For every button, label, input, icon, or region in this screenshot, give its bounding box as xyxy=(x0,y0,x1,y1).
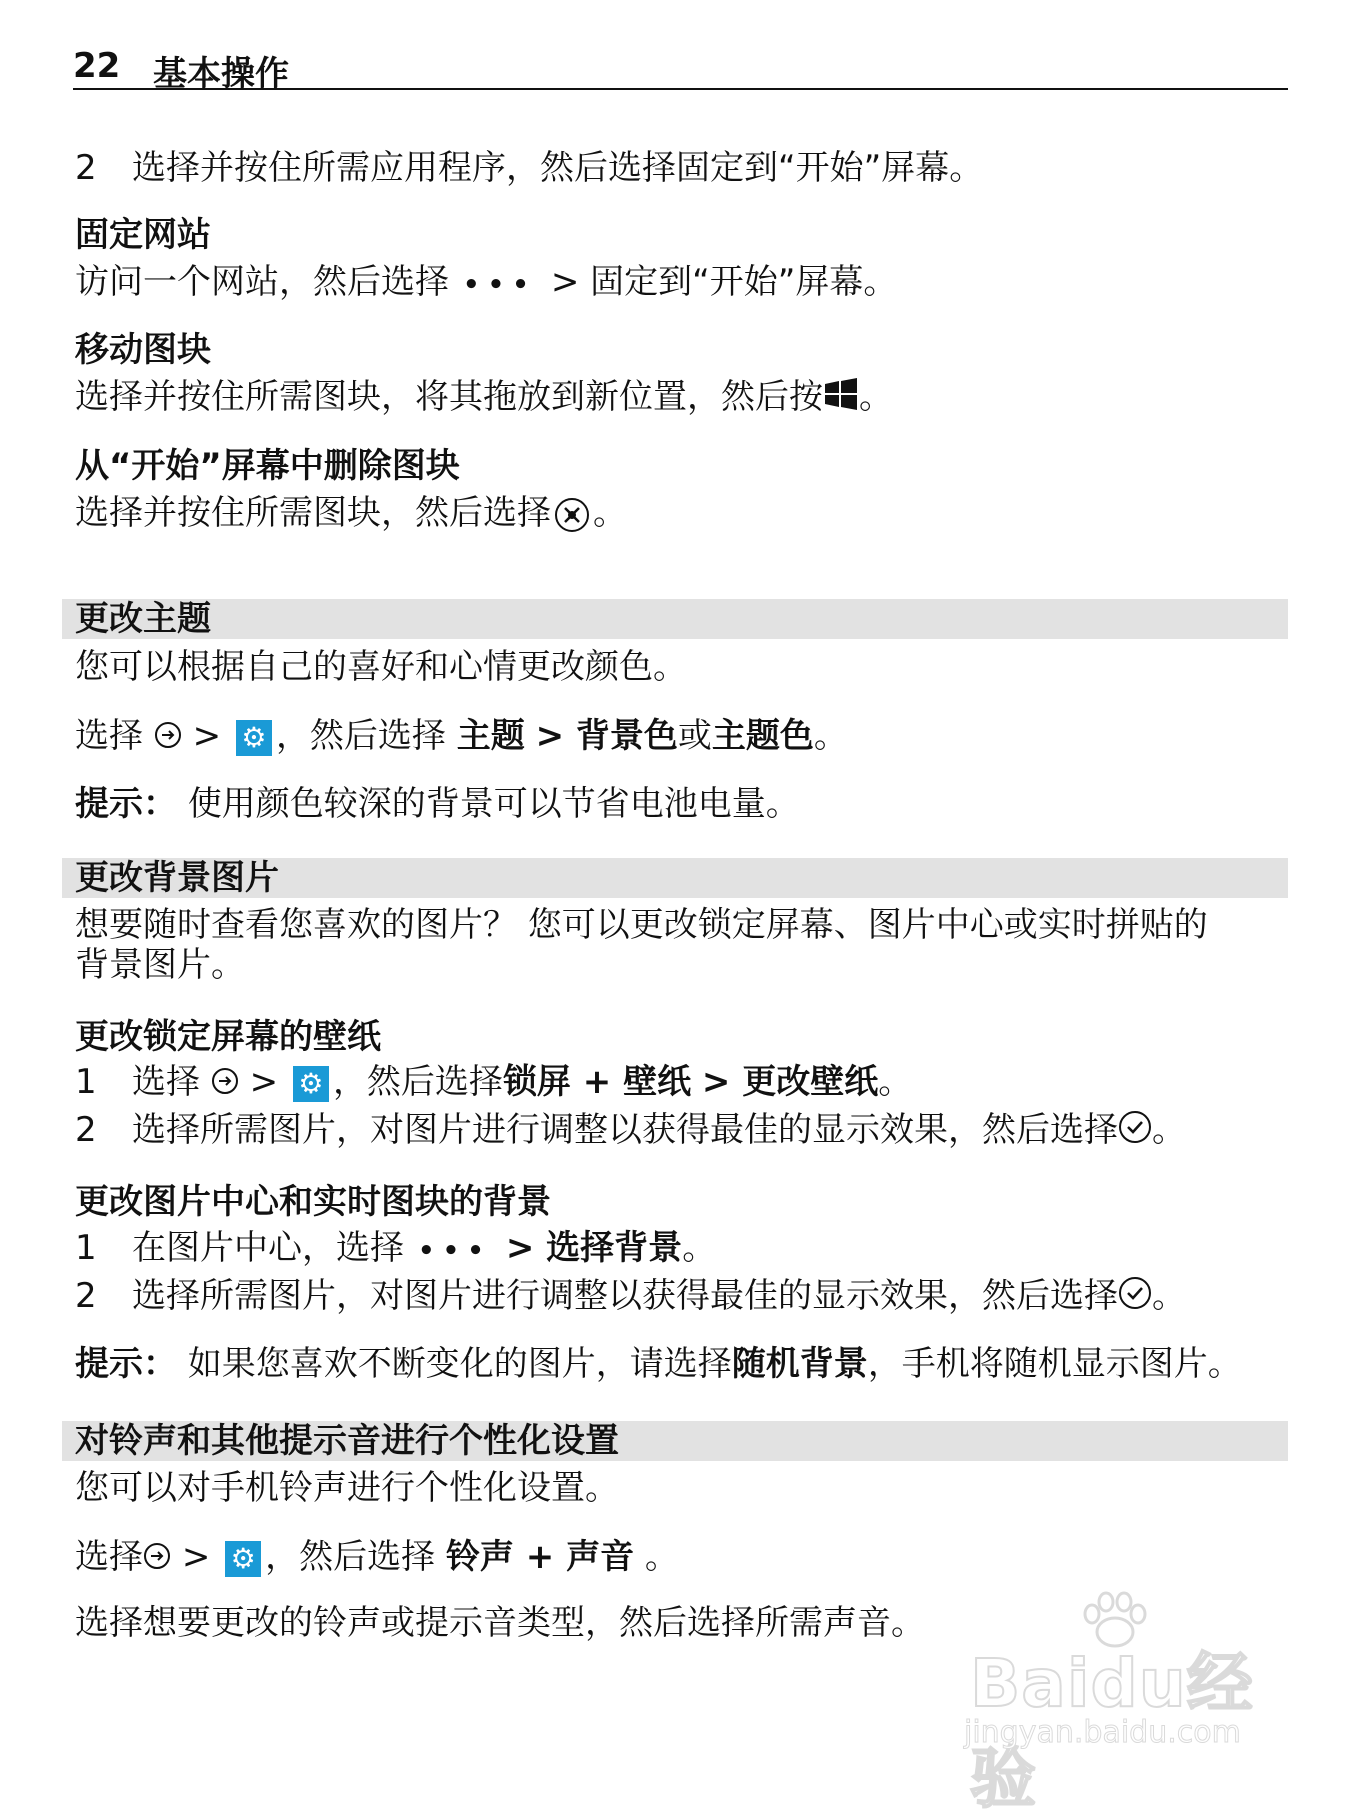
step-number: 1 xyxy=(75,1062,97,1102)
text: 选择并按住所需图块，然后选择 xyxy=(75,493,551,533)
section-heading-move-tile: 移动图块 xyxy=(75,330,211,370)
text: 选择并按住所需图块，将其拖放到新位置，然后按 xyxy=(75,377,823,417)
section-heading-ringtones: 对铃声和其他提示音进行个性化设置 xyxy=(75,1421,619,1461)
text: 。 xyxy=(1152,1110,1186,1150)
chapter-title: 基本操作 xyxy=(153,54,289,94)
arrow-circle-icon xyxy=(154,718,182,758)
theme-intro: 您可以根据自己的喜好和心情更改颜色。 xyxy=(75,647,687,687)
menu-path: 主题色 xyxy=(711,716,814,756)
more-icon: ••• xyxy=(418,1236,492,1266)
windows-logo-icon xyxy=(823,377,859,420)
hub-tip xyxy=(75,1344,1242,1384)
background-intro-line-2: 背景图片。 xyxy=(75,945,245,985)
move-tile-text xyxy=(75,377,893,420)
tip-text: 使用颜色较深的背景可以节省电池电量。 xyxy=(187,784,800,824)
page-number: 22 xyxy=(73,46,121,86)
tip-label: 提示： xyxy=(75,1344,177,1384)
menu-path: > 背景色 xyxy=(535,716,678,756)
menu-path: 铃声 + 声音 xyxy=(445,1537,635,1577)
menu-path: > 更改壁纸 xyxy=(701,1062,879,1102)
text: 。 xyxy=(813,716,848,756)
step-text: 选择并按住所需应用程序，然后选择固定到“开始”屏幕。 xyxy=(132,148,984,188)
section-heading-theme: 更改主题 xyxy=(75,599,211,639)
step-number: 2 xyxy=(75,1110,97,1150)
section-heading-background: 更改背景图片 xyxy=(75,858,279,898)
text: 选择 xyxy=(75,716,143,756)
text: ，然后选择 xyxy=(332,1062,503,1102)
step-number: 1 xyxy=(75,1228,97,1268)
text: 。 xyxy=(682,1228,717,1268)
text: 选择 xyxy=(75,1537,143,1577)
step-number: 2 xyxy=(75,1276,97,1316)
watermark-url: jingyan.baidu.com xyxy=(964,1715,1241,1750)
background-intro-line-1: 想要随时查看您喜欢的图片？ 您可以更改锁定屏幕、图片中心或实时拼贴的 xyxy=(75,905,1208,945)
tip-text: 如果您喜欢不断变化的图片，请选择 xyxy=(187,1344,732,1384)
tip-label: 提示： xyxy=(75,784,177,824)
text: 。 xyxy=(859,377,893,417)
text: ，然后选择 xyxy=(275,716,446,756)
checkmark-circle-icon xyxy=(1118,1276,1152,1319)
watermark xyxy=(960,1590,1290,1817)
section-heading-delete-tile: 从“开始”屏幕中删除图块 xyxy=(75,446,460,486)
step-text xyxy=(132,1276,1186,1319)
text: 。 xyxy=(1152,1276,1186,1316)
tip-text: ，手机将随机显示图片。 xyxy=(867,1344,1242,1384)
text: 访问一个网站，然后选择 xyxy=(75,262,449,302)
text: 。 xyxy=(593,493,627,533)
section-band-background xyxy=(62,858,1288,898)
arrow-circle-icon xyxy=(143,1539,171,1579)
ringtones-last: 选择想要更改的铃声或提示音类型，然后选择所需声音。 xyxy=(75,1603,925,1643)
step-text xyxy=(132,1110,1186,1153)
arrow-circle-icon xyxy=(211,1064,239,1104)
watermark-brand: Baidu经验 xyxy=(970,1645,1254,1817)
text: 在图片中心，选择 xyxy=(132,1228,404,1268)
text: > xyxy=(192,716,222,756)
settings-icon: ⚙ xyxy=(236,720,272,756)
section-band-theme xyxy=(62,599,1288,639)
text: > xyxy=(249,1062,279,1102)
section-heading-hub-background: 更改图片中心和实时图块的背景 xyxy=(75,1182,551,1222)
menu-path: 锁屏 + 壁纸 xyxy=(502,1062,692,1102)
text: 。 xyxy=(878,1062,913,1102)
menu-path: > 选择背景 xyxy=(505,1228,683,1268)
text: 选择所需图片，对图片进行调整以获得最佳的显示效果，然后选择 xyxy=(132,1110,1118,1150)
text: 选择所需图片，对图片进行调整以获得最佳的显示效果，然后选择 xyxy=(132,1276,1118,1316)
text: ，然后选择 xyxy=(265,1537,436,1577)
step-text xyxy=(132,1062,912,1104)
settings-icon: ⚙ xyxy=(225,1541,261,1577)
text: > 固定到“开始”屏幕。 xyxy=(550,262,898,302)
checkmark-circle-icon xyxy=(1118,1110,1152,1153)
delete-tile-text xyxy=(75,493,627,533)
pin-site-text xyxy=(75,262,897,305)
page-header xyxy=(73,46,1288,94)
step-text xyxy=(132,1228,716,1271)
theme-select-line xyxy=(75,716,848,758)
text: 。 xyxy=(644,1537,679,1577)
ringtones-intro: 您可以对手机铃声进行个性化设置。 xyxy=(75,1468,619,1508)
section-band-ringtones xyxy=(62,1421,1288,1461)
text: > xyxy=(181,1537,211,1577)
ringtones-select-line xyxy=(75,1537,679,1579)
step-number: 2 xyxy=(75,148,97,188)
menu-path: 随机背景 xyxy=(731,1344,868,1384)
section-heading-lock-wallpaper: 更改锁定屏幕的壁纸 xyxy=(75,1017,381,1057)
settings-icon: ⚙ xyxy=(293,1066,329,1102)
text: 或 xyxy=(677,716,712,756)
section-heading-pin-site: 固定网站 xyxy=(75,215,211,255)
more-icon: ••• xyxy=(463,270,537,300)
menu-path: 主题 xyxy=(456,716,525,756)
unpin-icon xyxy=(555,498,589,532)
theme-tip xyxy=(75,784,800,824)
text: 选择 xyxy=(132,1062,200,1102)
